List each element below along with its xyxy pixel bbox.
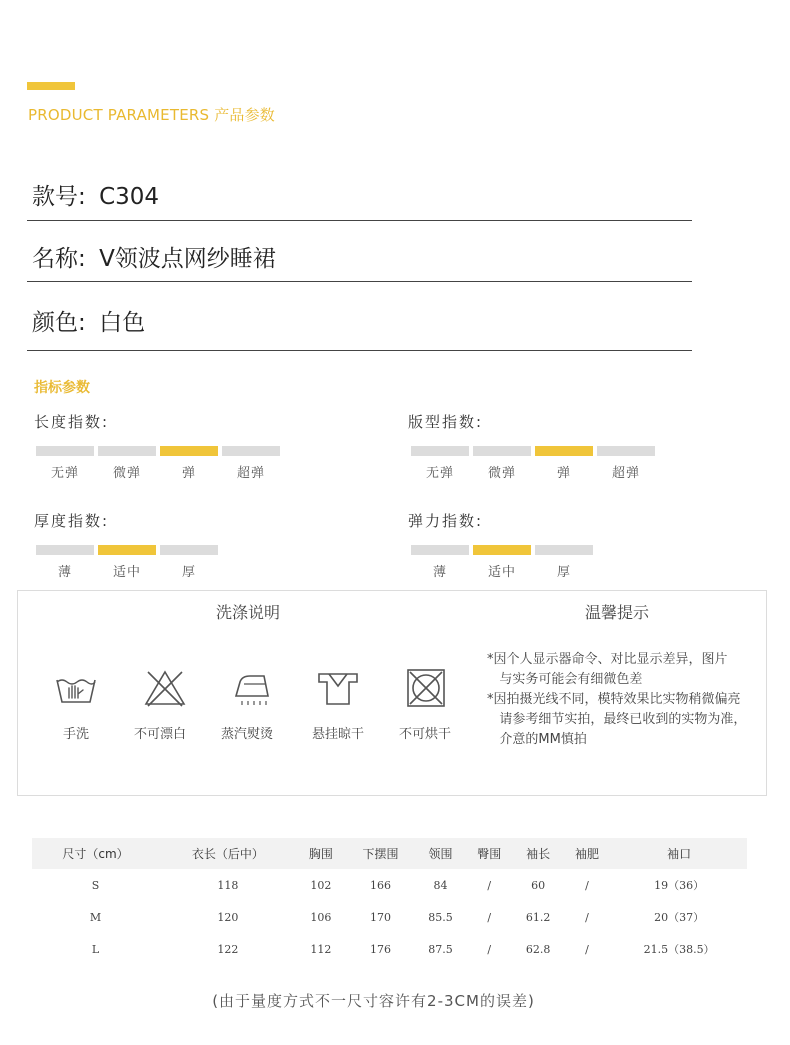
table-cell: 118 (217, 878, 239, 892)
notice-title: 温馨提示 (585, 603, 650, 622)
table-header: 胸围 (297, 838, 345, 869)
elasticity-index-scale (411, 545, 593, 580)
section-title: PRODUCT PARAMETERS 产品参数 (28, 106, 276, 124)
scale-option: 厚 (160, 545, 218, 580)
table-cell: / (487, 942, 492, 956)
product-name-row (32, 240, 276, 273)
product-name-label: 名称: (32, 246, 86, 272)
care-label: 手洗 (62, 727, 89, 742)
table-cell: 60 (531, 878, 546, 892)
accent-bar (27, 82, 75, 90)
table-header: 领围 (416, 838, 465, 869)
product-name-value: V领波点网纱睡裙 (99, 246, 276, 272)
scale-option: 超弹 (222, 446, 280, 481)
no-bleach-icon (142, 668, 188, 708)
table-cell: 102 (310, 878, 332, 892)
style-number-value: C304 (99, 184, 160, 210)
table-cell: 20（37） (654, 911, 705, 924)
table-row (32, 901, 747, 933)
divider (27, 281, 692, 282)
table-cell: / (487, 878, 492, 892)
divider (27, 220, 692, 221)
length-index-scale (36, 446, 280, 481)
thickness-index-title: 厚度指数: (34, 512, 110, 530)
footnote: (由于量度方式不一尺寸容许有2-3CM的误差) (212, 992, 535, 1010)
table-cell: 87.5 (428, 942, 453, 956)
scale-option-selected: 适中 (473, 545, 531, 580)
table-cell: 21.5（38.5） (643, 943, 715, 956)
table-cell: 62.8 (525, 942, 551, 956)
scale-option-selected: 弹 (160, 446, 218, 481)
notice-line: *因个人显示器命令、对比显示差异，图片 (487, 652, 728, 667)
table-cell: / (585, 942, 589, 956)
color-label: 颜色: (32, 310, 86, 336)
notice-line: 介意的MM慎拍 (487, 732, 587, 747)
hand-wash-icon (53, 668, 99, 708)
indicators-title: 指标参数 (34, 380, 90, 396)
care-label: 不可漂白 (133, 727, 186, 742)
hang-dry-icon (315, 668, 361, 708)
elasticity-index-title: 弹力指数: (408, 512, 484, 530)
care-label: 悬挂晾干 (311, 727, 364, 742)
scale-option: 微弹 (473, 446, 531, 481)
color-value: 白色 (99, 310, 146, 336)
notice-line: *因拍摄光线不同，模特效果比实物稍微偏亮 (487, 692, 741, 707)
table-cell: 85.5 (428, 910, 453, 924)
table-cell: 176 (369, 942, 391, 956)
notice-text (487, 650, 746, 750)
no-tumble-dry-icon (403, 668, 449, 708)
table-cell: S (91, 878, 100, 892)
table-header: 袖肥 (563, 838, 611, 869)
table-header: 尺寸（cm） (32, 838, 159, 869)
scale-option: 微弹 (98, 446, 156, 481)
table-cell: 122 (217, 942, 239, 956)
table-cell: / (585, 910, 589, 924)
care-label: 蒸汽熨烫 (220, 727, 273, 742)
scale-option: 薄 (36, 545, 94, 580)
table-cell: 84 (433, 878, 448, 892)
fit-index-scale (411, 446, 655, 481)
table-cell: 170 (369, 910, 391, 924)
table-cell: 106 (310, 910, 332, 924)
table-row (32, 933, 747, 965)
style-number-label: 款号: (32, 184, 86, 210)
style-number-row (32, 178, 159, 211)
scale-option: 薄 (411, 545, 469, 580)
scale-option: 无弹 (36, 446, 94, 481)
scale-option: 无弹 (411, 446, 469, 481)
table-cell: / (585, 878, 589, 892)
table-cell: 112 (310, 942, 332, 956)
table-header: 下摆围 (345, 838, 416, 869)
thickness-index-scale (36, 545, 218, 580)
table-cell: 61.2 (525, 910, 551, 924)
table-cell: M (89, 910, 102, 924)
notice-line: 请参考细节实拍，最终已收到的实物为准， (487, 712, 747, 727)
scale-option: 厚 (535, 545, 593, 580)
table-cell: 166 (369, 878, 391, 892)
steam-iron-icon (230, 668, 276, 708)
fit-index-title: 版型指数: (408, 413, 484, 431)
table-header: 臀围 (465, 838, 513, 869)
scale-option-selected: 弹 (535, 446, 593, 481)
color-row (32, 304, 145, 337)
table-row (32, 869, 747, 901)
length-index-title: 长度指数: (34, 413, 110, 431)
table-header: 袖长 (513, 838, 562, 869)
table-header: 衣长（后中） (159, 838, 297, 869)
table-cell: L (91, 942, 100, 956)
divider (27, 350, 692, 351)
table-cell: / (487, 910, 492, 924)
table-cell: 120 (217, 910, 239, 924)
scale-option-selected: 适中 (98, 545, 156, 580)
table-header-row (32, 838, 747, 869)
care-title: 洗涤说明 (216, 603, 281, 622)
care-label: 不可烘干 (398, 727, 451, 742)
size-table (32, 838, 747, 965)
table-cell: 19（36） (654, 879, 705, 892)
table-header: 袖口 (611, 838, 747, 869)
scale-option: 超弹 (597, 446, 655, 481)
notice-line: 与实务可能会有细微色差 (487, 672, 643, 687)
